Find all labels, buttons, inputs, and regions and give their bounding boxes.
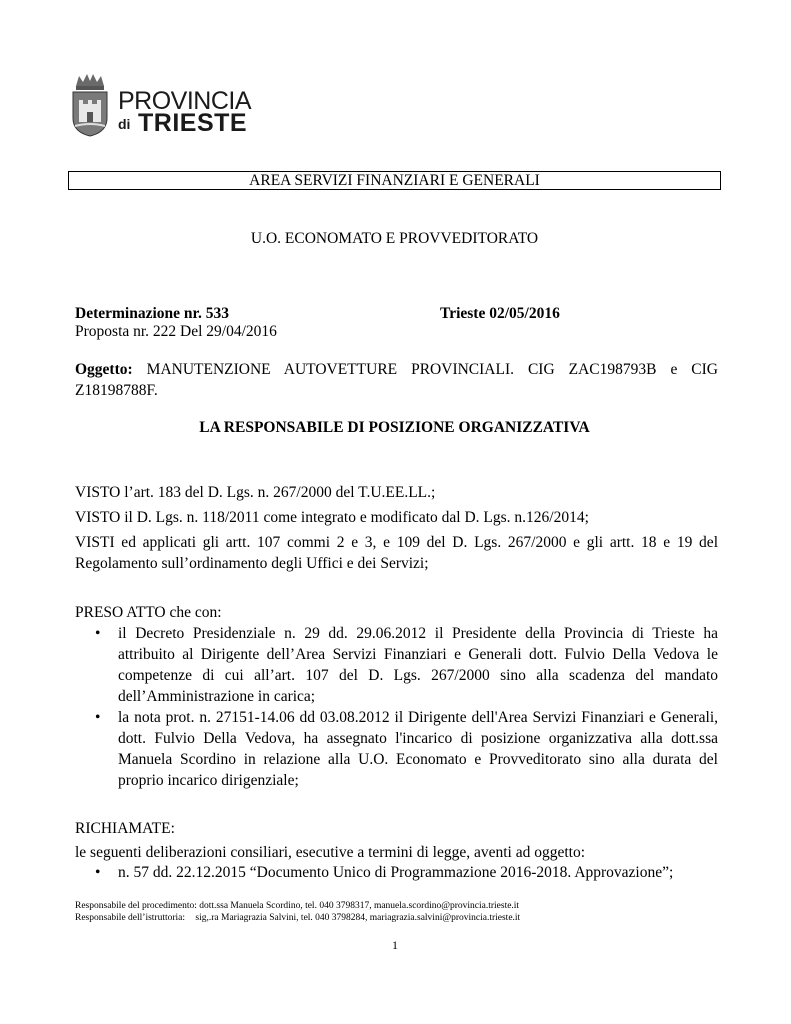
preso-atto-item-2-line2: dott. Fulvio Della Vedova, ha assegnato l'incarico di posizione organizzativa alla dott.ssa (118, 730, 718, 747)
subject (75, 359, 718, 401)
visto-paragraph-3-line2: Regolamento sull’ordinamento degli Uffici e dei Servizi; (75, 555, 429, 572)
preso-atto-item-2-line4: proprio incarico dirigenziale; (118, 772, 299, 789)
place-date: Trieste 02/05/2016 (440, 305, 560, 322)
coat-of-arms-icon (70, 72, 110, 138)
area-header: AREA SERVIZI FINANZIARI E GENERALI (68, 171, 721, 190)
bullet-1: • (95, 625, 101, 642)
footer-line2-value: sig,.ra Mariagrazia Salvini, tel. 040 3798284, mariagrazia.salvini@provincia.trieste.it (195, 913, 521, 923)
footer-responsible-procedure (75, 900, 519, 912)
footer-line1-value: dott.ssa Manuela Scordino, tel. 040 3798317, manuela.scordino@provincia.trieste.it (199, 901, 520, 911)
proposal-number: Proposta nr. 222 Del 29/04/2016 (75, 323, 277, 340)
preso-atto-item-2-line3: Manuela Scordino in relazione alla U.O. Economato e Provveditorato sino alla durata del (118, 751, 718, 768)
preso-atto-item-1 (118, 623, 718, 707)
visto-paragraph-3-line1: VISTI ed applicati gli artt. 107 commi 2 e 3, e 109 del D. Lgs. 267/2000 e gli artt. 18 e 19 del (75, 534, 718, 551)
determination-number: Determinazione nr. 533 (75, 305, 229, 322)
subject-label: Oggetto: (75, 361, 133, 378)
preso-atto-item-2 (118, 707, 718, 791)
richiamate-intro: le seguenti deliberazioni consiliari, esecutive a termini di legge, aventi ad oggetto: (75, 844, 586, 861)
visto-paragraph-2: VISTO il D. Lgs. n. 118/2011 come integrato e modificato dal D. Lgs. n.126/2014; (75, 509, 589, 526)
preso-atto-item-2-line1: la nota prot. n. 27151-14.06 dd 03.08.2012 il Dirigente dell'Area Servizi Finanziari e Generali, (118, 709, 718, 726)
preso-atto-item-1-line2: attribuito al Dirigente dell’Area Servizi Finanziari e Generali dott. Fulvio Della Vedova le (118, 646, 718, 663)
bullet-3: • (95, 864, 101, 881)
preso-atto-heading: PRESO ATTO che con: (75, 604, 222, 621)
logo-di: di (118, 116, 131, 132)
subject-text-line1: MANUTENZIONE AUTOVETTURE PROVINCIALI. CIG ZAC198793B e CIG (146, 361, 719, 378)
province-logo (70, 72, 260, 138)
logo-line2: TRIESTE (138, 109, 248, 137)
richiamate-heading: RICHIAMATE: (75, 820, 175, 837)
richiamate-item-1: n. 57 dd. 22.12.2015 “Documento Unico di Programmazione 2016-2018. Approvazione”; (118, 864, 674, 881)
page-number: 1 (392, 938, 398, 952)
logo-line1: PROVINCIA (118, 87, 252, 115)
footer-line2-label: Responsabile dell’istruttoria: (75, 913, 186, 923)
document-title: LA RESPONSABILE DI POSIZIONE ORGANIZZATIVA (199, 419, 590, 436)
visto-paragraph-1: VISTO l’art. 183 del D. Lgs. n. 267/2000 del T.U.EE.LL.; (75, 484, 436, 501)
preso-atto-item-1-line4: dell’Amministrazione in carica; (118, 688, 316, 705)
footer-line1-label: Responsabile del procedimento: (75, 901, 197, 911)
visto-paragraph-3 (75, 532, 718, 574)
subject-text-line2: Z18198788F. (75, 382, 158, 399)
preso-atto-item-1-line3: competenze di cui all’art. 107 del D. Lgs. 267/2000 sino alla scadenza del mandato (118, 667, 718, 684)
unit-header: U.O. ECONOMATO E PROVVEDITORATO (250, 230, 539, 247)
preso-atto-item-1-line1: il Decreto Presidenziale n. 29 dd. 29.06.2012 il Presidente della Provincia di Trieste ha (118, 625, 718, 642)
bullet-2: • (95, 709, 101, 726)
footer-responsible-investigation (75, 912, 520, 924)
